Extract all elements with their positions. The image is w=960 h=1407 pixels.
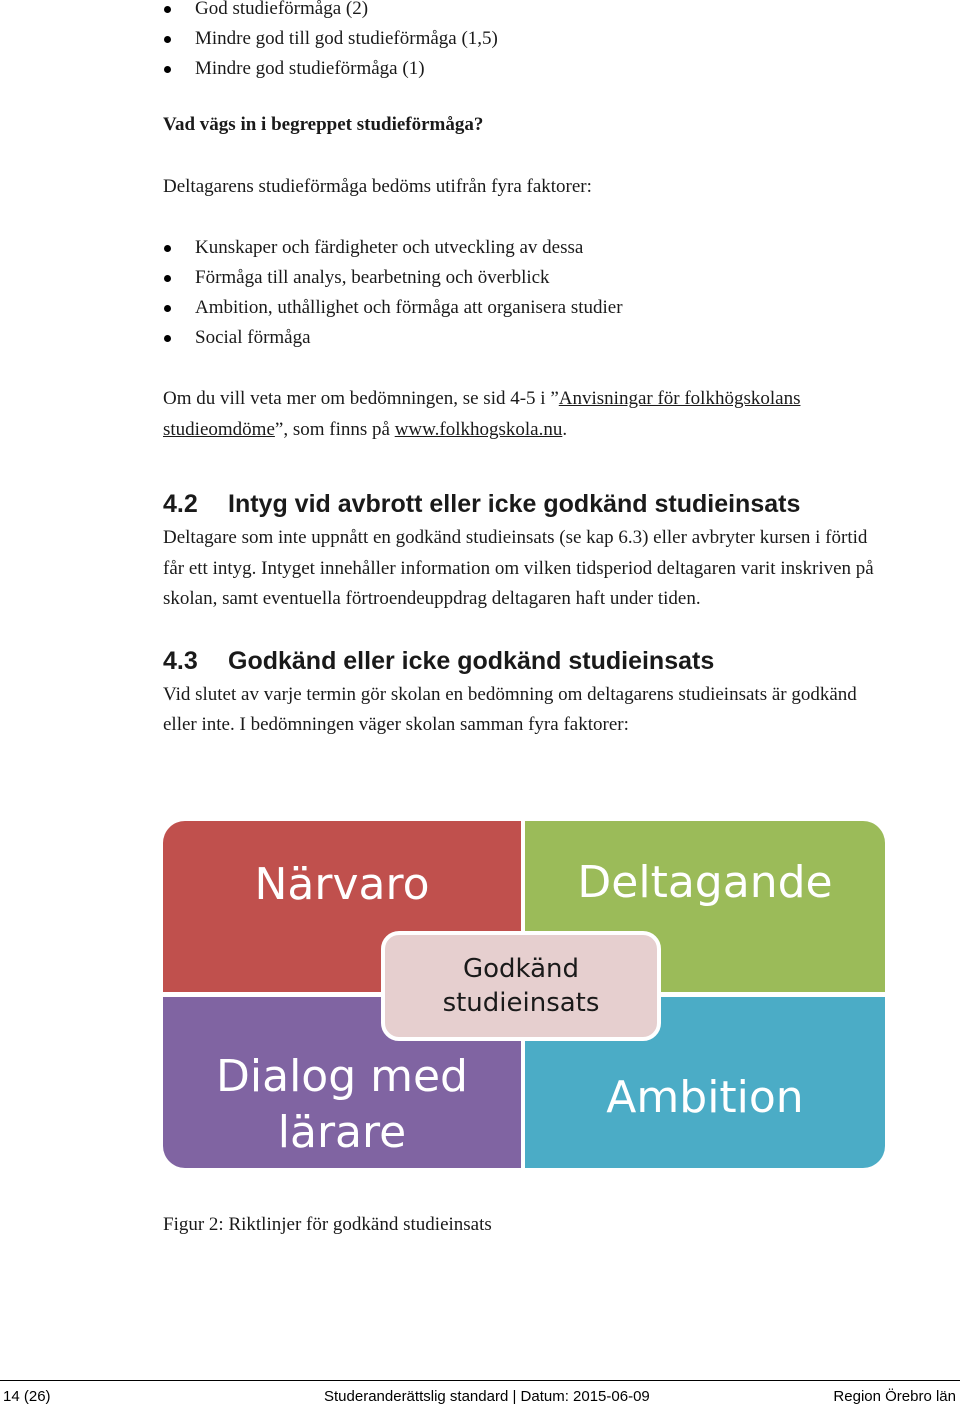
section-heading-4-3 (163, 644, 883, 678)
list-item: Mindre god till god studieförmåga (1,5) (163, 24, 883, 54)
more-info-paragraph: Om du vill veta mer om bedömningen, se sid 4-5 i ”Anvisningar för folkhögskolans studieomdöme”, som finns på www.folkhogskola.nu. (163, 388, 801, 440)
approved-effort-center: Godkänd studieinsats (381, 931, 661, 1041)
section-title: Godkänd eller icke godkänd studieinsats (228, 646, 715, 675)
section-body: Deltagare som inte uppnått en godkänd studieinsats (se kap 6.3) eller avbryter kursen i förtid får ett intyg. Intyget innehåller information om vilken tidsperiod deltagaren varit inskriven på skolan, samt eventuella förtroendeuppdrag deltagaren haft under tiden. (163, 527, 874, 609)
teacher-dialogue-quadrant: Dialog med lärare (163, 997, 521, 1168)
footer-organization: Region Örebro län (833, 1388, 956, 1405)
participation-quadrant: Deltagande (525, 821, 885, 992)
question-heading: Vad vägs in i begreppet studieförmåga? (163, 114, 484, 135)
grade-list (163, 0, 883, 84)
section-title: Intyg vid avbrott eller icke godkänd studieinsats (228, 490, 801, 518)
ambition-quadrant: Ambition (525, 997, 885, 1168)
section-number: 4.3 (163, 646, 198, 675)
list-item: Förmåga till analys, bearbetning och överblick (163, 263, 883, 293)
section-number: 4.2 (163, 490, 198, 518)
website-link[interactable]: www.folkhogskola.nu (394, 418, 563, 440)
assessment-diagram (163, 821, 885, 1168)
footer-page-number: 14 (26) (3, 1388, 51, 1405)
list-item: Mindre god studieförmåga (1) (163, 54, 883, 84)
figure-caption: Figur 2: Riktlinjer för godkänd studieinsats (163, 1214, 492, 1235)
list-item: Ambition, uthållighet och förmåga att organisera studier (163, 293, 883, 323)
guidelines-link[interactable]: Anvisningar för folkhögskolans studieomdöme (163, 388, 801, 440)
attendance-quadrant: Närvaro (163, 821, 521, 992)
list-item: Social förmåga (163, 323, 883, 353)
footer-document-info: Studeranderättslig standard | Datum: 2015-06-09 (324, 1388, 650, 1405)
list-item: Kunskaper och färdigheter och utveckling av dessa (163, 233, 883, 263)
section-body: Vid slutet av varje termin gör skolan en bedömning om deltagarens studieinsats är godkänd eller inte. I bedömningen väger skolan samman fyra faktorer: (163, 683, 857, 735)
document-body (163, 0, 883, 741)
footer-divider (0, 1380, 960, 1381)
list-item: God studieförmåga (2) (163, 0, 883, 24)
factor-list (163, 233, 883, 353)
intro-text: Deltagarens studieförmåga bedöms utifrån fyra faktorer: (163, 175, 592, 197)
section-heading-4-2 (163, 487, 883, 521)
